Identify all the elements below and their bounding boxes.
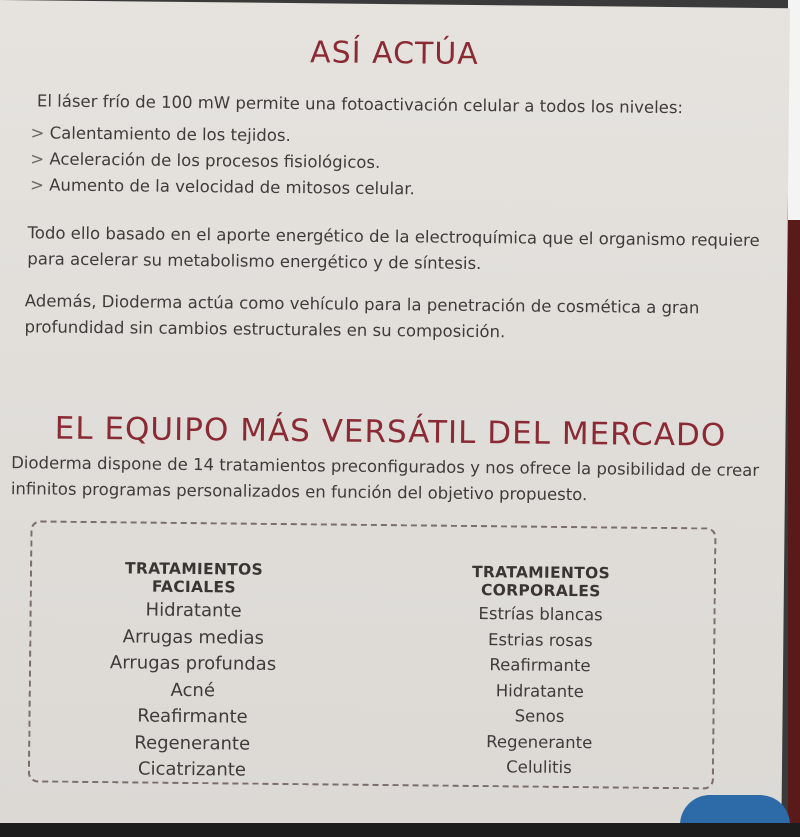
list-item: Estrias rosas	[487, 629, 593, 650]
list-item: Arrugas profundas	[109, 652, 277, 675]
body-treatments-list	[414, 600, 666, 781]
list-item: Acné	[170, 679, 216, 701]
list-item: Hidratante	[145, 599, 242, 622]
list-item: Celulitis	[506, 757, 572, 778]
list-item: Estrías blancas	[478, 604, 603, 625]
benefits-list	[30, 120, 751, 206]
list-item: Regenerante	[486, 731, 593, 752]
body-treatments-column	[414, 562, 666, 781]
facial-treatments-column	[82, 559, 304, 785]
list-item: Senos	[514, 706, 565, 726]
cosmetic-paragraph: Además, Dioderma actúa como vehículo para la penetración de cosmética a gran profundidad sin cambios estructurales en su composición.	[24, 291, 700, 342]
body-treatments-heading: TRATAMIENTOS CORPORALES	[471, 562, 611, 601]
blue-object	[680, 795, 790, 825]
background-edge-dark	[788, 220, 800, 837]
list-item: Reafirmante	[137, 705, 248, 728]
intro-paragraph: El láser frío de 100 mW permite una fotoactivación celular a todos los niveles:	[36, 91, 684, 118]
background-edge-light	[788, 0, 800, 220]
section-title-equipo: EL EQUIPO MÁS VERSÁTIL DEL MERCADO	[54, 410, 727, 454]
list-item: Cicatrizante	[137, 758, 247, 781]
list-item: Hidratante	[495, 680, 584, 701]
energy-paragraph: Todo ello basado en el aporte energético de la electroquímica que el organismo requiere para acelerar su metabolismo energético y de síntesis.	[27, 223, 760, 274]
list-item: Reafirmante	[489, 655, 591, 676]
list-item: Arrugas medias	[122, 625, 265, 649]
list-item: > Aumento de la velocidad de mitosos celular.	[30, 172, 750, 206]
treatments-box	[28, 520, 717, 789]
section-title-asi-actua: ASÍ ACTÚA	[309, 35, 479, 73]
facial-treatments-list	[82, 597, 304, 785]
list-item: > Aceleración de los procesos fisiológicos.	[30, 146, 750, 180]
bottom-bar	[0, 823, 800, 837]
list-item: Regenerante	[134, 731, 251, 755]
treatments-intro-paragraph: Dioderma dispone de 14 tratamientos preconfigurados y nos ofrece la posibilidad de crear infinitos programas personalizados en función del objetivo propuesto.	[10, 453, 760, 505]
facial-treatments-heading: TRATAMIENTOS FACIALES	[124, 559, 264, 597]
list-item: > Calentamiento de los tejidos.	[30, 120, 750, 154]
